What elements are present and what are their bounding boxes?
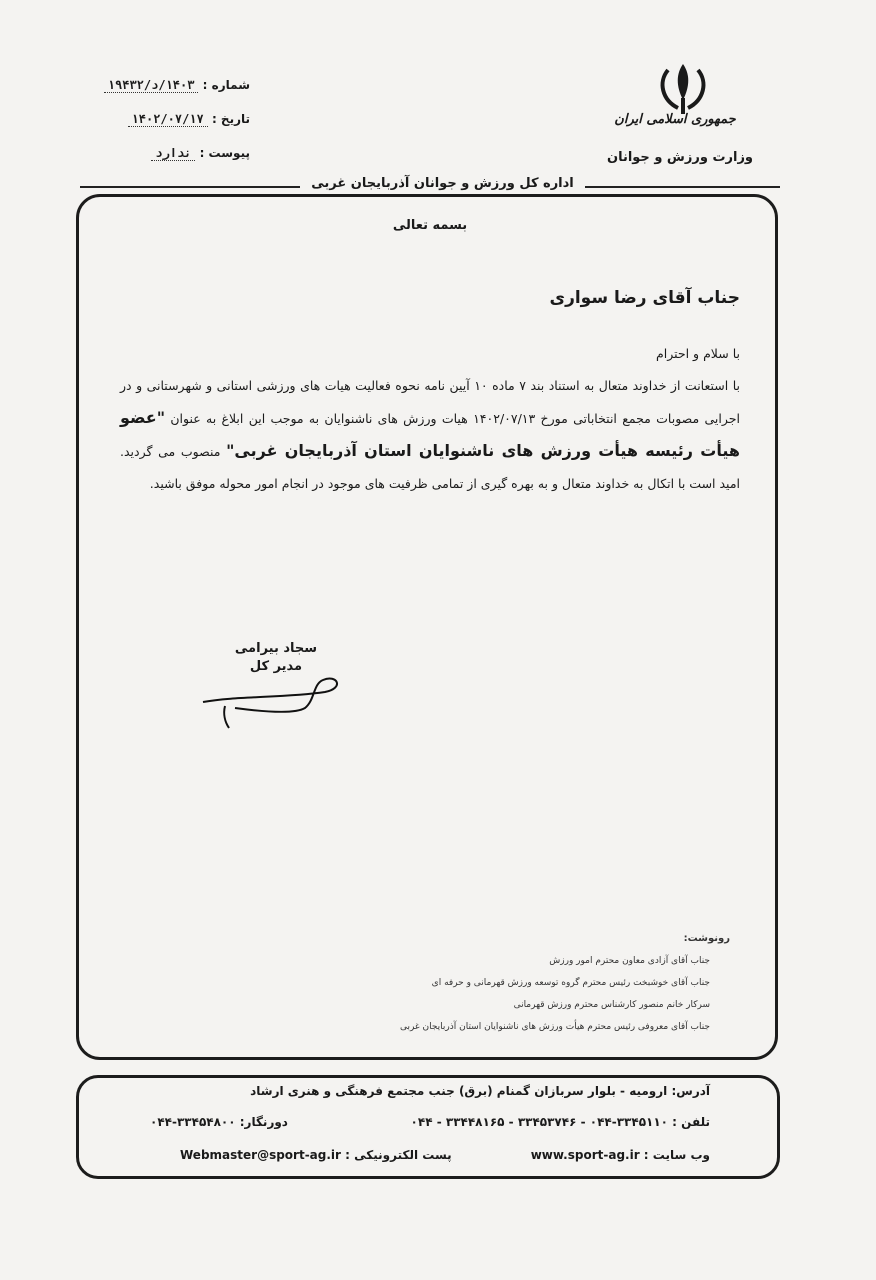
letter-attachment: ندارد	[151, 146, 195, 161]
letter-meta	[90, 68, 250, 170]
besmeh: بسمه تعالی	[392, 218, 468, 233]
letter-date: ۱۴۰۲/۰۷/۱۷	[128, 112, 208, 127]
appointment-title: "عضو هیأت رئیسه هیأت ورزش های ناشنوایان استان آذربایجان غربی"	[120, 408, 740, 460]
letter-attachment-label: پیوست :	[199, 146, 250, 160]
paragraph-part-1: با استعانت از خداوند متعال به استناد بند ۷ ماده ۱۰ آیین نامه نحوه فعالیت هیات های ورزشی استانی و شهرستانی و در اجرایی مصوبات مجمع انتخاباتی مورخ ۱۴۰۲/۰۷/۱۳ هیات ورزش های ناشنوایان به موجب این ابلاغ به عنوان	[120, 378, 740, 426]
footer-address: آدرس: ارومیه - بلوار سربازان گمنام (برق) جنب مجتمع فرهنگی و هنری ارشاد	[250, 1084, 710, 1098]
letter-number: ۱۴۰۳/د/۱۹۴۳۲	[104, 78, 199, 93]
letter-number-row	[90, 68, 250, 102]
cc-item: جناب آقای آزادی معاون محترم امور ورزش	[549, 956, 710, 966]
cc-item: جناب آقای معروفی رئیس محترم هیأت ورزش های ناشنوایان استان آذربایجان غربی	[399, 1022, 710, 1032]
signer-title: مدیر کل	[249, 659, 303, 674]
signer	[226, 640, 326, 676]
cc-item: جناب آقای خوشبخت رئیس محترم گروه توسعه ورزش قهرمانی و حرفه ای	[431, 978, 710, 988]
government-name: جمهوری اسلامی ایران	[614, 112, 736, 127]
signer-name: سجاد بیرامی	[234, 641, 318, 656]
signature-mark-icon	[195, 672, 345, 732]
department-title: اداره کل ورزش و جوانان آذربایجان غربی	[300, 176, 585, 191]
letter-number-label: شماره :	[202, 78, 250, 92]
footer-phone: تلفن : ۳۳۴۵۱۱۰-۰۴۴ - ۳۳۴۵۳۷۴۶ - ۳۳۴۴۸۱۶۵ - ۰۴۴	[410, 1115, 710, 1129]
greeting: با سلام و احترام	[656, 346, 740, 361]
footer-fax: دورنگار: ۳۳۴۵۴۸۰۰-۰۴۴	[150, 1115, 288, 1129]
recipient: جناب آقای رضا سواری	[549, 288, 740, 308]
letter-paragraph	[120, 370, 740, 500]
cc-label: رونوشت:	[683, 933, 730, 944]
letter-date-label: تاریخ :	[211, 112, 250, 126]
cc-list	[290, 950, 730, 1038]
ministry-name: وزارت ورزش و جوانان	[606, 150, 754, 165]
iran-emblem-icon	[648, 60, 718, 120]
footer-email[interactable]: پست الکترونیکی : Webmaster@sport-ag.ir	[180, 1148, 452, 1162]
letter-attachment-row	[90, 136, 250, 170]
paragraph-part-2: منصوب می گردید. امید است با اتکال به خداوند متعال و به بهره گیری از تمامی ظرفیت های موجود در انجام امور محوله موفق باشید.	[120, 444, 740, 491]
letter-date-row	[90, 102, 250, 136]
footer-website[interactable]: وب سایت : www.sport-ag.ir	[530, 1148, 710, 1162]
letter-body	[120, 338, 740, 500]
cc-item: سرکار خانم منصور کارشناس محترم ورزش قهرمانی	[513, 1000, 710, 1010]
cc-block	[290, 928, 730, 1038]
